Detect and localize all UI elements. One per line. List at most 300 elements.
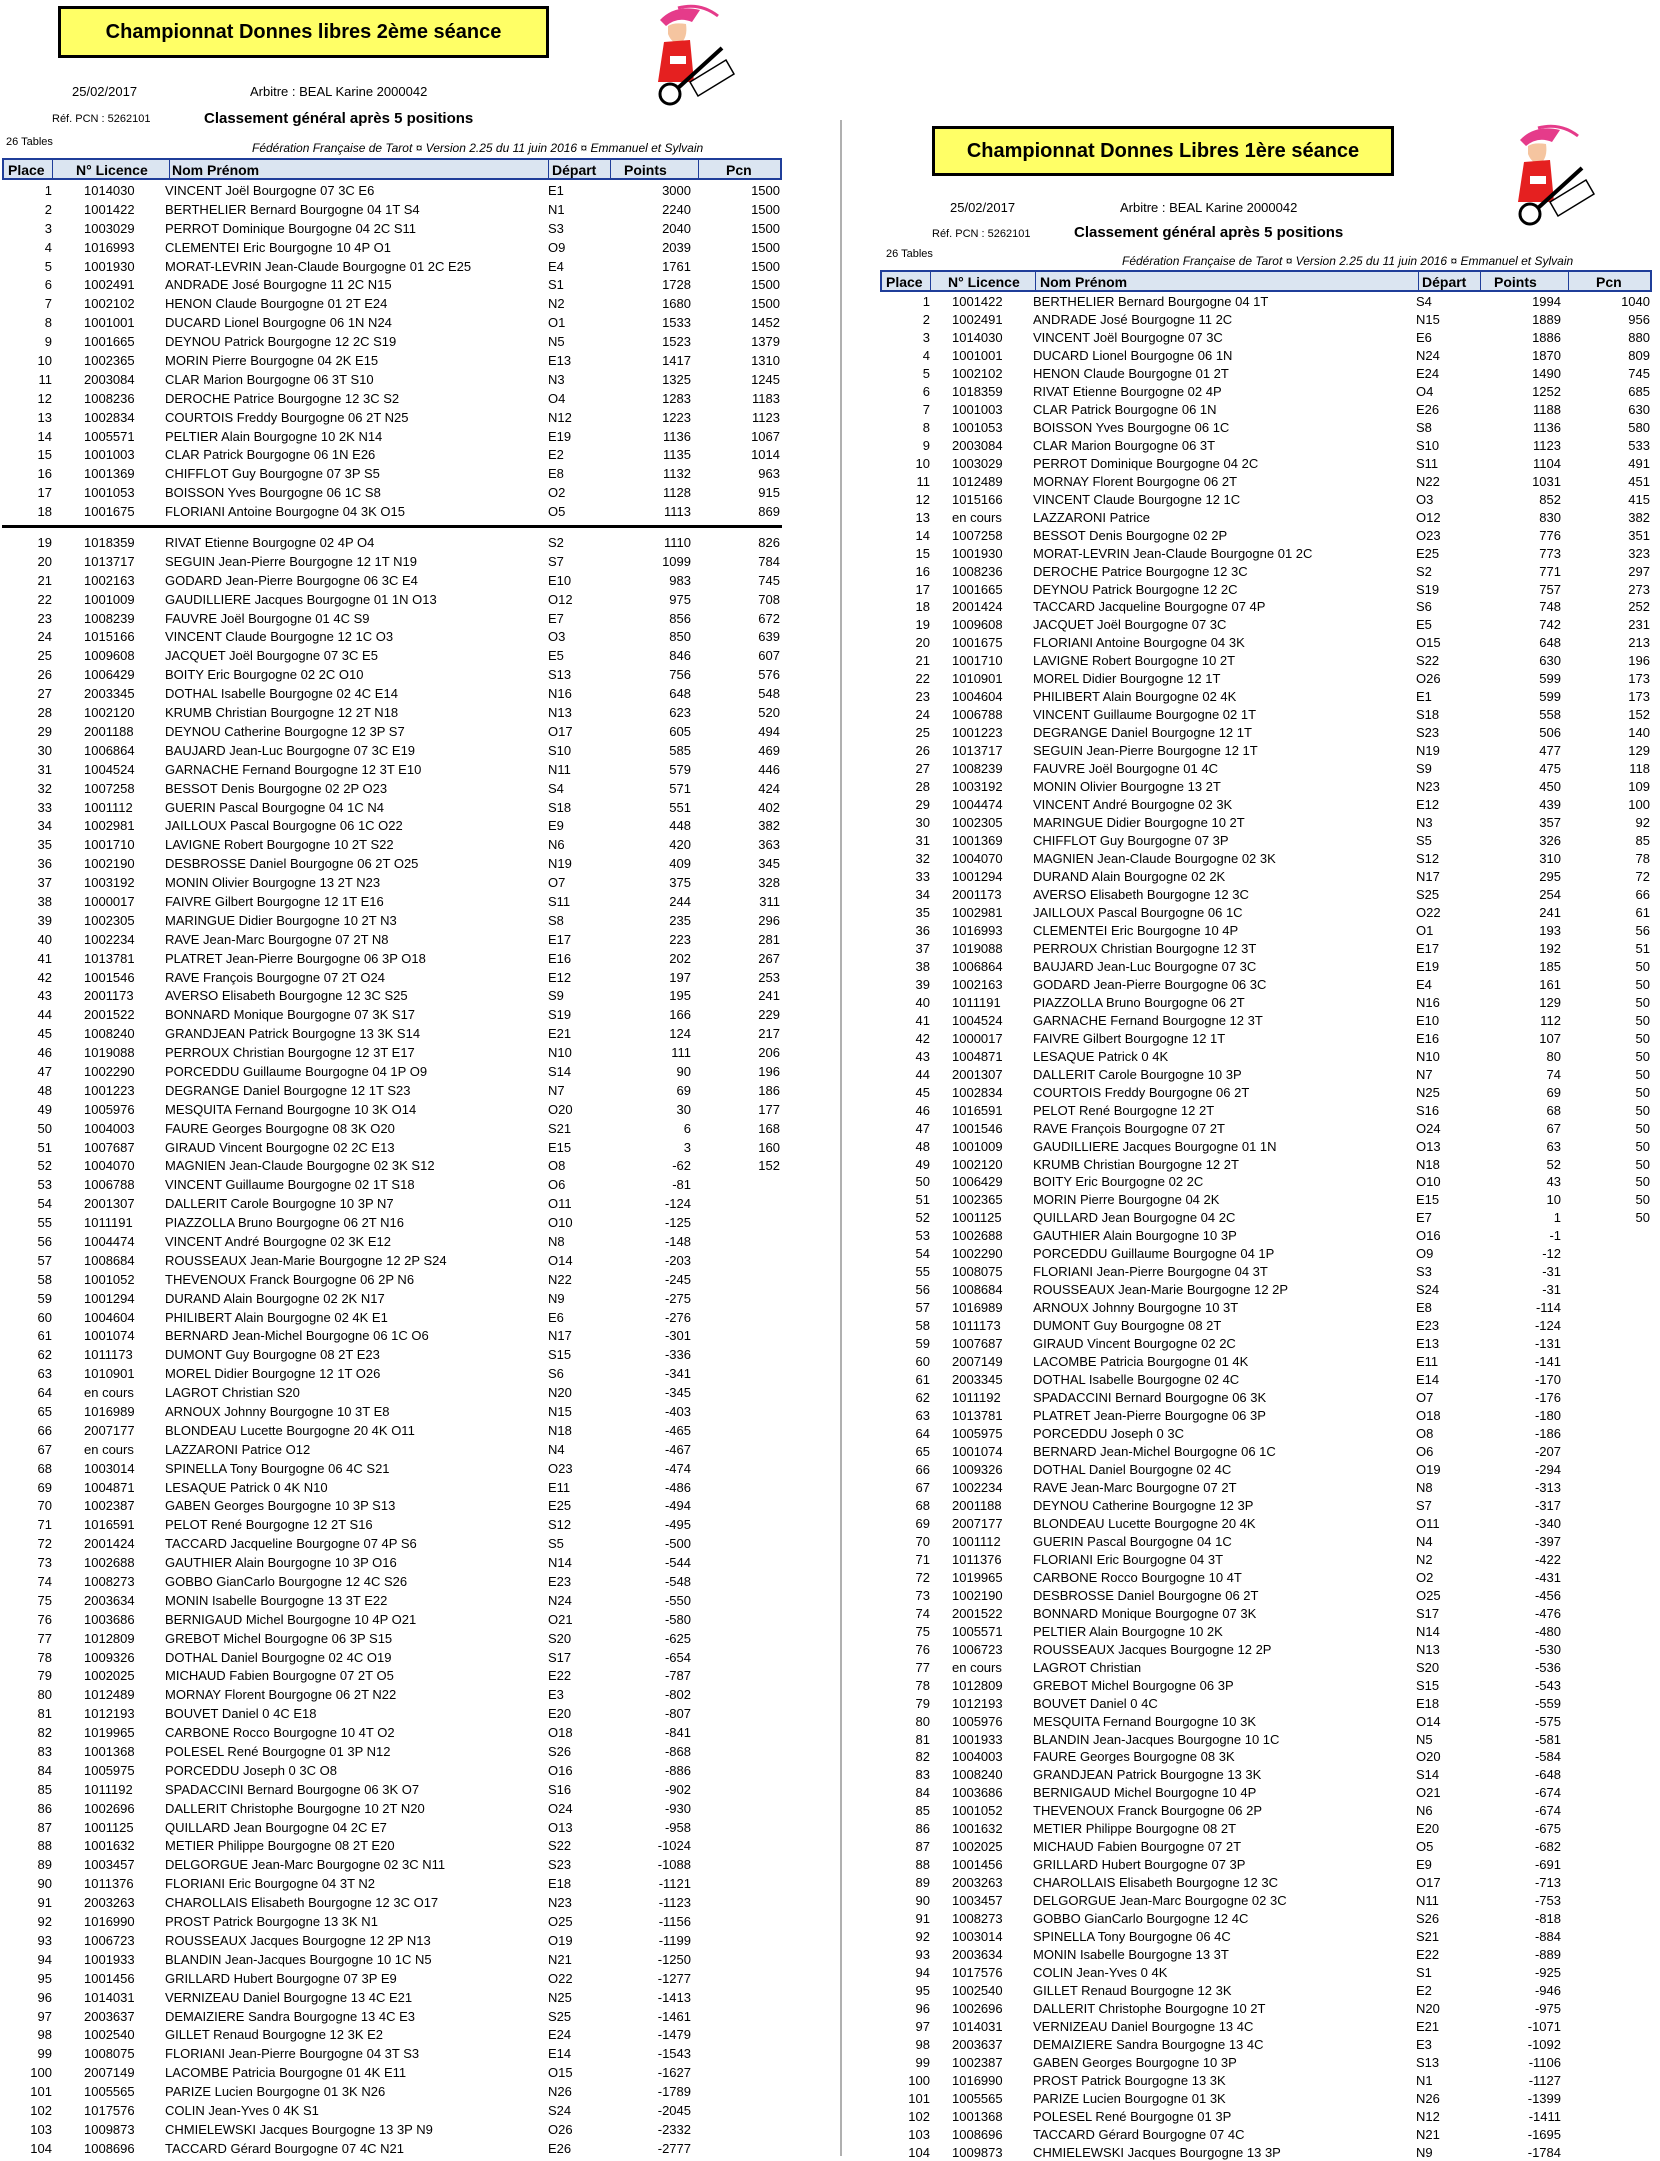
cell-nom: ARNOUX Johnny Bourgogne 10 3T E8 — [165, 1404, 390, 1419]
cell-depart: S13 — [1416, 2054, 1440, 2070]
cell-points: -207 — [1534, 1444, 1561, 1459]
cell-nom: FAURE Georges Bourgogne 08 3K — [1033, 1749, 1235, 1765]
cell-nom: FLORIANI Jean-Pierre Bourgogne 04 3T S3 — [165, 2046, 420, 2062]
table-row — [2, 200, 782, 219]
cell-place: 15 — [37, 447, 52, 463]
cell-nom: PARIZE Lucien Bourgogne 01 3K — [1033, 2090, 1226, 2106]
cell-points: 241 — [1539, 904, 1561, 920]
cell-points: -313 — [1534, 1479, 1561, 1495]
cell-depart: N8 — [1416, 1479, 1433, 1495]
cell-points: 1136 — [1533, 419, 1561, 435]
cell-pcn: 160 — [758, 1139, 780, 1155]
table-row — [2, 1761, 782, 1780]
table-row — [2, 760, 782, 779]
cell-nom: RIVAT Etienne Bourgogne 02 4P O4 — [165, 535, 375, 551]
cell-points: -1156 — [658, 1914, 691, 1930]
cell-pcn: 186 — [758, 1082, 780, 1098]
cell-nom: QUILLARD Jean Bourgogne 04 2C E7 — [165, 1819, 387, 1835]
table-row — [880, 1442, 1652, 1460]
cell-nom: FAUVRE Joël Bourgogne 01 4C S9 — [165, 610, 370, 626]
cell-points: 111 — [671, 1045, 691, 1061]
cell-points: -486 — [664, 1479, 691, 1495]
cell-licence: 1008684 — [84, 1252, 135, 1268]
cell-nom: CHIFFLOT Guy Bourgogne 07 3P — [1033, 833, 1229, 849]
header-nom: Nom Prénom — [1040, 274, 1128, 290]
cell-nom: ANDRADE José Bourgogne 11 2C — [1033, 311, 1233, 327]
cell-nom: DEGRANGE Daniel Bourgogne 12 1T S23 — [165, 1082, 411, 1098]
cell-pcn: 446 — [758, 761, 780, 777]
cell-points: 193 — [1539, 922, 1561, 938]
cell-depart: S16 — [548, 1781, 572, 1797]
cell-place: 42 — [37, 969, 52, 985]
cell-nom: BERNARD Jean-Michel Bourgogne 06 1C — [1033, 1444, 1276, 1459]
cell-points: 850 — [669, 629, 691, 645]
cell-points: 846 — [669, 648, 691, 664]
cell-points: 551 — [669, 799, 691, 815]
cell-nom: DUCARD Lionel Bourgogne 06 1N N24 — [165, 315, 392, 331]
cell-nom: PROST Patrick Bourgogne 13 3K N1 — [165, 1914, 378, 1930]
cell-depart: O4 — [1416, 383, 1434, 399]
cell-points: -1399 — [1527, 2090, 1561, 2106]
cell-licence: 1001933 — [84, 1951, 135, 1967]
cell-points: 1188 — [1533, 401, 1561, 417]
cell-depart: N23 — [1416, 779, 1440, 795]
table-row — [880, 1244, 1652, 1262]
cell-licence: 1002190 — [84, 856, 135, 872]
cell-pcn: 630 — [1628, 401, 1650, 417]
cell-pcn: 217 — [758, 1026, 780, 1042]
cell-depart: N5 — [548, 334, 565, 350]
cell-points: 983 — [669, 572, 691, 588]
table-row — [2, 1723, 782, 1742]
cell-nom: MORAT-LEVRIN Jean-Claude Bourgogne 01 2C — [1033, 545, 1313, 561]
cell-place: 63 — [37, 1366, 52, 1382]
cell-place: 101 — [30, 2084, 52, 2100]
cell-points: 1994 — [1532, 294, 1561, 309]
cell-nom: FLORIANI Antoine Bourgogne 04 3K O15 — [165, 504, 405, 520]
cell-points: -713 — [1534, 1875, 1561, 1891]
cell-place: 43 — [915, 1048, 930, 1064]
cell-place: 31 — [915, 833, 930, 849]
cell-depart: N25 — [548, 1989, 572, 2005]
cell-place: 32 — [915, 851, 930, 867]
cell-depart: N10 — [548, 1045, 572, 1061]
table-row — [880, 615, 1652, 633]
cell-nom: PERROT Dominique Bourgogne 04 2C — [1033, 455, 1259, 471]
table-row — [880, 1909, 1652, 1927]
cell-points: -1071 — [1527, 2019, 1561, 2034]
cell-depart: S2 — [548, 535, 564, 551]
cell-nom: PORCEDDU Guillaume Bourgogne 04 1P — [1033, 1246, 1275, 1262]
cell-nom: AVERSO Elisabeth Bourgogne 12 3C — [1033, 886, 1249, 902]
cell-nom: DUMONT Guy Bourgogne 08 2T — [1033, 1318, 1222, 1334]
cell-points: -500 — [664, 1536, 691, 1552]
cell-depart: E25 — [548, 1498, 572, 1514]
cell-depart: E20 — [1416, 1821, 1440, 1837]
cell-licence: 1002234 — [84, 931, 135, 947]
cell-depart: S19 — [1416, 581, 1440, 597]
cell-depart: O15 — [1416, 635, 1441, 651]
cell-place: 78 — [37, 1649, 52, 1665]
table-row — [880, 669, 1652, 687]
cell-points: -1784 — [1527, 2144, 1561, 2160]
cell-licence: 1004070 — [84, 1158, 135, 1174]
cell-points: -625 — [664, 1630, 691, 1646]
cell-pcn: 1123 — [752, 409, 780, 425]
cell-depart: E5 — [1416, 617, 1432, 633]
table-row — [880, 1083, 1652, 1101]
cell-depart: S18 — [548, 799, 572, 815]
cell-place: 95 — [37, 1970, 52, 1986]
cell-nom: DEGRANGE Daniel Bourgogne 12 1T — [1033, 725, 1252, 741]
cell-points: 1104 — [1533, 455, 1561, 471]
cell-licence: 1008696 — [84, 2140, 135, 2156]
cell-licence: 1004070 — [952, 851, 1003, 867]
cell-depart: N13 — [1416, 1641, 1440, 1657]
cell-points: 742 — [1539, 617, 1561, 633]
cell-licence: en cours — [84, 1385, 134, 1401]
table-row — [880, 2107, 1652, 2125]
right-title: Championnat Donnes Libres 1ère séance — [932, 126, 1394, 176]
cell-depart: O22 — [548, 1970, 573, 1986]
cell-depart: N17 — [548, 1328, 572, 1344]
cell-pcn: 213 — [1628, 635, 1650, 651]
table-row — [2, 370, 782, 389]
cell-pcn: 50 — [1635, 958, 1650, 974]
cell-depart: S6 — [548, 1366, 564, 1382]
cell-points: -543 — [1534, 1677, 1561, 1693]
cell-place: 55 — [915, 1264, 930, 1280]
cell-licence: 1001003 — [952, 401, 1003, 417]
cell-nom: GOBBO GianCarlo Bourgogne 12 4C S26 — [165, 1574, 408, 1590]
cell-depart: S8 — [548, 912, 564, 928]
cell-depart: N3 — [1416, 815, 1433, 831]
cell-pcn: 1500 — [751, 277, 780, 293]
table-row — [2, 968, 782, 987]
cell-licence: 1009608 — [84, 648, 135, 664]
cell-licence: 1001422 — [952, 294, 1003, 309]
cell-depart: O14 — [1416, 1713, 1441, 1729]
table-row — [880, 1945, 1652, 1963]
cell-licence: 1001930 — [952, 545, 1003, 561]
cell-points: 1523 — [662, 334, 691, 350]
cell-nom: MORIN Pierre Bourgogne 04 2K E15 — [165, 353, 379, 369]
cell-pcn: 956 — [1628, 311, 1650, 327]
cell-pcn: 296 — [758, 912, 780, 928]
cell-licence: en cours — [84, 1441, 134, 1457]
cell-licence: 1004871 — [952, 1048, 1003, 1064]
table-row — [2, 1251, 782, 1270]
cell-place: 49 — [37, 1101, 52, 1117]
cell-licence: 1016993 — [84, 239, 135, 255]
cell-depart: O16 — [548, 1762, 573, 1778]
cell-place: 85 — [915, 1803, 930, 1819]
cell-points: 357 — [1539, 815, 1561, 831]
cell-place: 98 — [37, 2027, 52, 2043]
cell-licence: 1014031 — [84, 1989, 135, 2005]
cell-place: 27 — [915, 761, 930, 777]
cell-place: 31 — [37, 761, 52, 777]
table-row — [2, 1685, 782, 1704]
cell-nom: DOTHAL Daniel Bourgogne 02 4C O19 — [165, 1649, 392, 1665]
cell-place: 45 — [915, 1084, 930, 1100]
cell-place: 17 — [37, 485, 52, 501]
cell-depart: N13 — [548, 705, 572, 721]
cell-place: 97 — [37, 2008, 52, 2024]
cell-depart: O21 — [1416, 1785, 1441, 1801]
cell-nom: DEYNOU Patrick Bourgogne 12 2C — [1033, 581, 1238, 597]
table-row — [2, 275, 782, 294]
cell-place: 8 — [922, 419, 930, 435]
cell-points: 3 — [683, 1139, 691, 1155]
cell-points: 254 — [1539, 886, 1561, 902]
cell-points: -1277 — [657, 1970, 691, 1986]
table-row — [880, 1712, 1652, 1730]
table-row — [2, 873, 782, 892]
table-row — [880, 1765, 1652, 1783]
cell-pcn: 1379 — [751, 334, 780, 350]
header-licence: N° Licence — [948, 274, 1020, 290]
cell-licence: 1016990 — [952, 2072, 1003, 2088]
cell-pcn: 784 — [758, 553, 780, 569]
cell-pcn: 402 — [758, 799, 780, 815]
cell-nom: CHMIELEWSKI Jacques Bourgogne 13 3P N9 — [165, 2121, 433, 2137]
cell-place: 36 — [915, 922, 930, 938]
cell-points: -2045 — [657, 2102, 691, 2118]
cell-licence: 1003014 — [84, 1460, 135, 1476]
cell-depart: S7 — [1416, 1497, 1432, 1513]
cell-depart: S24 — [1416, 1282, 1440, 1298]
cell-nom: VERNIZEAU Daniel Bourgogne 13 4C E21 — [165, 1989, 413, 2005]
cell-depart: S5 — [1416, 833, 1432, 849]
cell-place: 5 — [44, 258, 52, 274]
cell-licence: 1001294 — [84, 1290, 135, 1306]
cell-place: 72 — [37, 1536, 52, 1552]
cell-licence: 1018359 — [952, 383, 1003, 399]
cell-depart: O17 — [548, 723, 573, 739]
cell-place: 58 — [37, 1271, 52, 1287]
cell-depart: S11 — [548, 893, 571, 909]
cell-pcn: 50 — [1635, 1102, 1650, 1118]
cell-points: -1123 — [658, 1895, 691, 1911]
cell-licence: 1002387 — [84, 1498, 135, 1514]
cell-nom: GREBOT Michel Bourgogne 06 3P — [1033, 1677, 1234, 1693]
cell-licence: 1001675 — [952, 635, 1003, 651]
table-row — [2, 1836, 782, 1855]
table-row — [880, 993, 1652, 1011]
cell-points: -1024 — [657, 1838, 691, 1854]
cell-points: 1136 — [663, 428, 691, 444]
cell-licence: 1012489 — [952, 473, 1003, 489]
cell-licence: 2007149 — [952, 1354, 1003, 1370]
cell-points: -1127 — [1528, 2072, 1561, 2088]
cell-licence: 2003634 — [952, 1947, 1003, 1963]
cell-depart: O5 — [548, 504, 566, 520]
cell-place: 48 — [37, 1082, 52, 1098]
table-row — [2, 1496, 782, 1515]
table-row — [2, 408, 782, 427]
cell-points: 74 — [1546, 1066, 1561, 1082]
table-row — [2, 1043, 782, 1062]
cell-nom: CLEMENTEI Eric Bourgogne 10 4P — [1033, 922, 1239, 938]
cell-place: 38 — [915, 958, 930, 974]
cell-pcn: 1500 — [751, 220, 780, 236]
cell-depart: E5 — [548, 648, 564, 664]
cell-nom: DELGORGUE Jean-Marc Bourgogne 02 3C N11 — [165, 1857, 446, 1873]
cell-place: 10 — [37, 353, 52, 369]
table-row — [880, 903, 1652, 921]
cell-place: 10 — [915, 455, 930, 471]
cell-nom: PERROUX Christian Bourgogne 12 3T — [1033, 940, 1257, 956]
table-row — [880, 1550, 1652, 1568]
table-row — [2, 609, 782, 628]
cell-depart: S9 — [1416, 761, 1432, 777]
table-row — [2, 930, 782, 949]
cell-points: 1223 — [662, 409, 691, 425]
cell-licence: 1017576 — [952, 1965, 1003, 1981]
header-nom: Nom Prénom — [172, 162, 260, 178]
table-row — [2, 1629, 782, 1648]
cell-nom: LAVIGNE Robert Bourgogne 10 2T — [1033, 653, 1236, 669]
table-row — [2, 1081, 782, 1100]
cell-licence: 1008273 — [84, 1574, 135, 1590]
cell-nom: PELOT René Bourgogne 12 2T — [1033, 1102, 1215, 1118]
cell-place: 15 — [915, 545, 930, 561]
cell-nom: BAUJARD Jean-Luc Bourgogne 07 3C E19 — [165, 742, 416, 758]
cell-pcn: 1500 — [751, 239, 780, 255]
cell-depart: E21 — [1416, 2019, 1440, 2034]
cell-depart: N9 — [1416, 2144, 1433, 2160]
cell-nom: SPADACCINI Bernard Bourgogne 06 3K O7 — [165, 1781, 420, 1797]
cell-place: 94 — [37, 1951, 52, 1967]
cell-nom: GIRAUD Vincent Bourgogne 02 2C E13 — [165, 1139, 395, 1155]
cell-depart: O13 — [1416, 1138, 1441, 1154]
cell-nom: JAILLOUX Pascal Bourgogne 06 1C — [1033, 904, 1243, 920]
cell-place: 26 — [915, 743, 930, 759]
right-date: 25/02/2017 — [950, 200, 1016, 215]
cell-depart: O10 — [1416, 1174, 1441, 1190]
cell-nom: BLONDEAU Lucette Bourgogne 20 4K O11 — [165, 1422, 415, 1438]
cell-nom: MONIN Isabelle Bourgogne 13 3T E22 — [165, 1592, 388, 1608]
cell-licence: 1001930 — [84, 258, 135, 274]
cell-licence: 1001053 — [84, 485, 135, 501]
cell-place: 29 — [915, 797, 930, 813]
cell-points: 1031 — [1532, 473, 1561, 489]
cell-place: 103 — [30, 2121, 52, 2137]
table-row — [880, 1927, 1652, 1945]
left-classement: Classement général après 5 positions — [204, 110, 474, 127]
cell-place: 36 — [37, 856, 52, 872]
right-tables: 26 Tables — [886, 248, 933, 260]
cell-place: 76 — [915, 1641, 930, 1657]
cell-points: -2332 — [657, 2121, 691, 2137]
cell-nom: BONNARD Monique Bourgogne 07 3K — [1033, 1605, 1257, 1621]
cell-place: 65 — [915, 1444, 930, 1459]
cell-nom: CARBONE Rocco Bourgogne 10 4T O2 — [165, 1725, 395, 1741]
cell-depart: O5 — [1416, 1839, 1434, 1855]
cell-nom: GUERIN Pascal Bourgogne 04 1C — [1033, 1533, 1232, 1549]
cell-depart: O8 — [548, 1158, 566, 1174]
cell-points: -818 — [1534, 1911, 1561, 1927]
cell-pcn: 50 — [1635, 1084, 1650, 1100]
cell-points: -930 — [664, 1800, 691, 1816]
cell-depart: O14 — [548, 1252, 573, 1268]
table-row — [880, 1963, 1652, 1981]
cell-place: 96 — [915, 2001, 930, 2017]
cell-nom: GAUDILLIERE Jacques Bourgogne 01 1N O13 — [165, 591, 437, 607]
cell-points: 2039 — [662, 239, 691, 255]
cell-licence: en cours — [952, 1659, 1002, 1675]
cell-pcn: 1500 — [751, 258, 780, 274]
cell-depart: E14 — [548, 2046, 572, 2062]
cell-depart: O25 — [1416, 1587, 1441, 1603]
cell-licence: 1011173 — [952, 1318, 1001, 1334]
cell-licence: 1015166 — [952, 491, 1003, 507]
cell-points: -802 — [664, 1687, 691, 1703]
cell-licence: 2001307 — [84, 1196, 135, 1212]
cell-points: -1 — [1549, 1228, 1561, 1244]
cell-depart: N20 — [1416, 2001, 1440, 2017]
table-row — [2, 2082, 782, 2101]
table-row — [880, 436, 1652, 454]
cell-place: 35 — [915, 904, 930, 920]
cell-pcn: 869 — [758, 504, 780, 520]
table-row — [880, 1622, 1652, 1640]
cell-place: 70 — [37, 1498, 52, 1514]
cell-licence: 2001424 — [952, 599, 1003, 615]
cell-nom: DEMAIZIERE Sandra Bourgogne 13 4C E3 — [165, 2008, 416, 2024]
cell-nom: CLEMENTEI Eric Bourgogne 10 4P O1 — [165, 239, 391, 255]
cell-depart: O16 — [1416, 1228, 1441, 1244]
cell-place: 22 — [37, 591, 52, 607]
table-row — [2, 483, 782, 502]
cell-nom: PLATRET Jean-Pierre Bourgogne 06 3P O18 — [165, 950, 426, 966]
cell-points: 112 — [1540, 1012, 1561, 1028]
cell-points: -148 — [664, 1233, 691, 1249]
cell-place: 88 — [915, 1857, 930, 1873]
cell-points: -495 — [664, 1517, 691, 1533]
cell-place: 67 — [37, 1441, 52, 1457]
table-row — [880, 2071, 1652, 2089]
cell-licence: 1008236 — [84, 390, 135, 406]
cell-place: 13 — [37, 409, 52, 425]
cell-pcn: 196 — [1628, 653, 1650, 669]
cell-place: 21 — [915, 653, 930, 669]
cell-place: 86 — [37, 1800, 52, 1816]
cell-place: 39 — [37, 912, 52, 928]
cell-depart: N14 — [1416, 1623, 1440, 1639]
cell-points: 648 — [669, 686, 691, 702]
cell-nom: MONIN Isabelle Bourgogne 13 3T — [1033, 1947, 1229, 1963]
cell-place: 3 — [44, 220, 52, 236]
cell-points: 69 — [1546, 1084, 1561, 1100]
cell-place: 44 — [37, 1007, 52, 1023]
cell-nom: GREBOT Michel Bourgogne 06 3P S15 — [165, 1630, 393, 1646]
cell-place: 28 — [37, 705, 52, 721]
cell-place: 102 — [30, 2102, 52, 2118]
table-row — [2, 1308, 782, 1327]
table-row — [2, 590, 782, 609]
cell-place: 19 — [37, 535, 52, 551]
cell-pcn: 1040 — [1621, 294, 1650, 309]
cell-nom: ARNOUX Johnny Bourgogne 10 3T — [1033, 1300, 1239, 1316]
cell-place: 74 — [915, 1605, 930, 1621]
cell-points: 10 — [1546, 1192, 1561, 1208]
cell-nom: BLANDIN Jean-Jacques Bourgogne 10 1C N5 — [165, 1951, 432, 1967]
cell-nom: DEYNOU Catherine Bourgogne 12 3P S7 — [165, 723, 405, 739]
table-row — [2, 389, 782, 408]
cell-points: 605 — [669, 723, 691, 739]
